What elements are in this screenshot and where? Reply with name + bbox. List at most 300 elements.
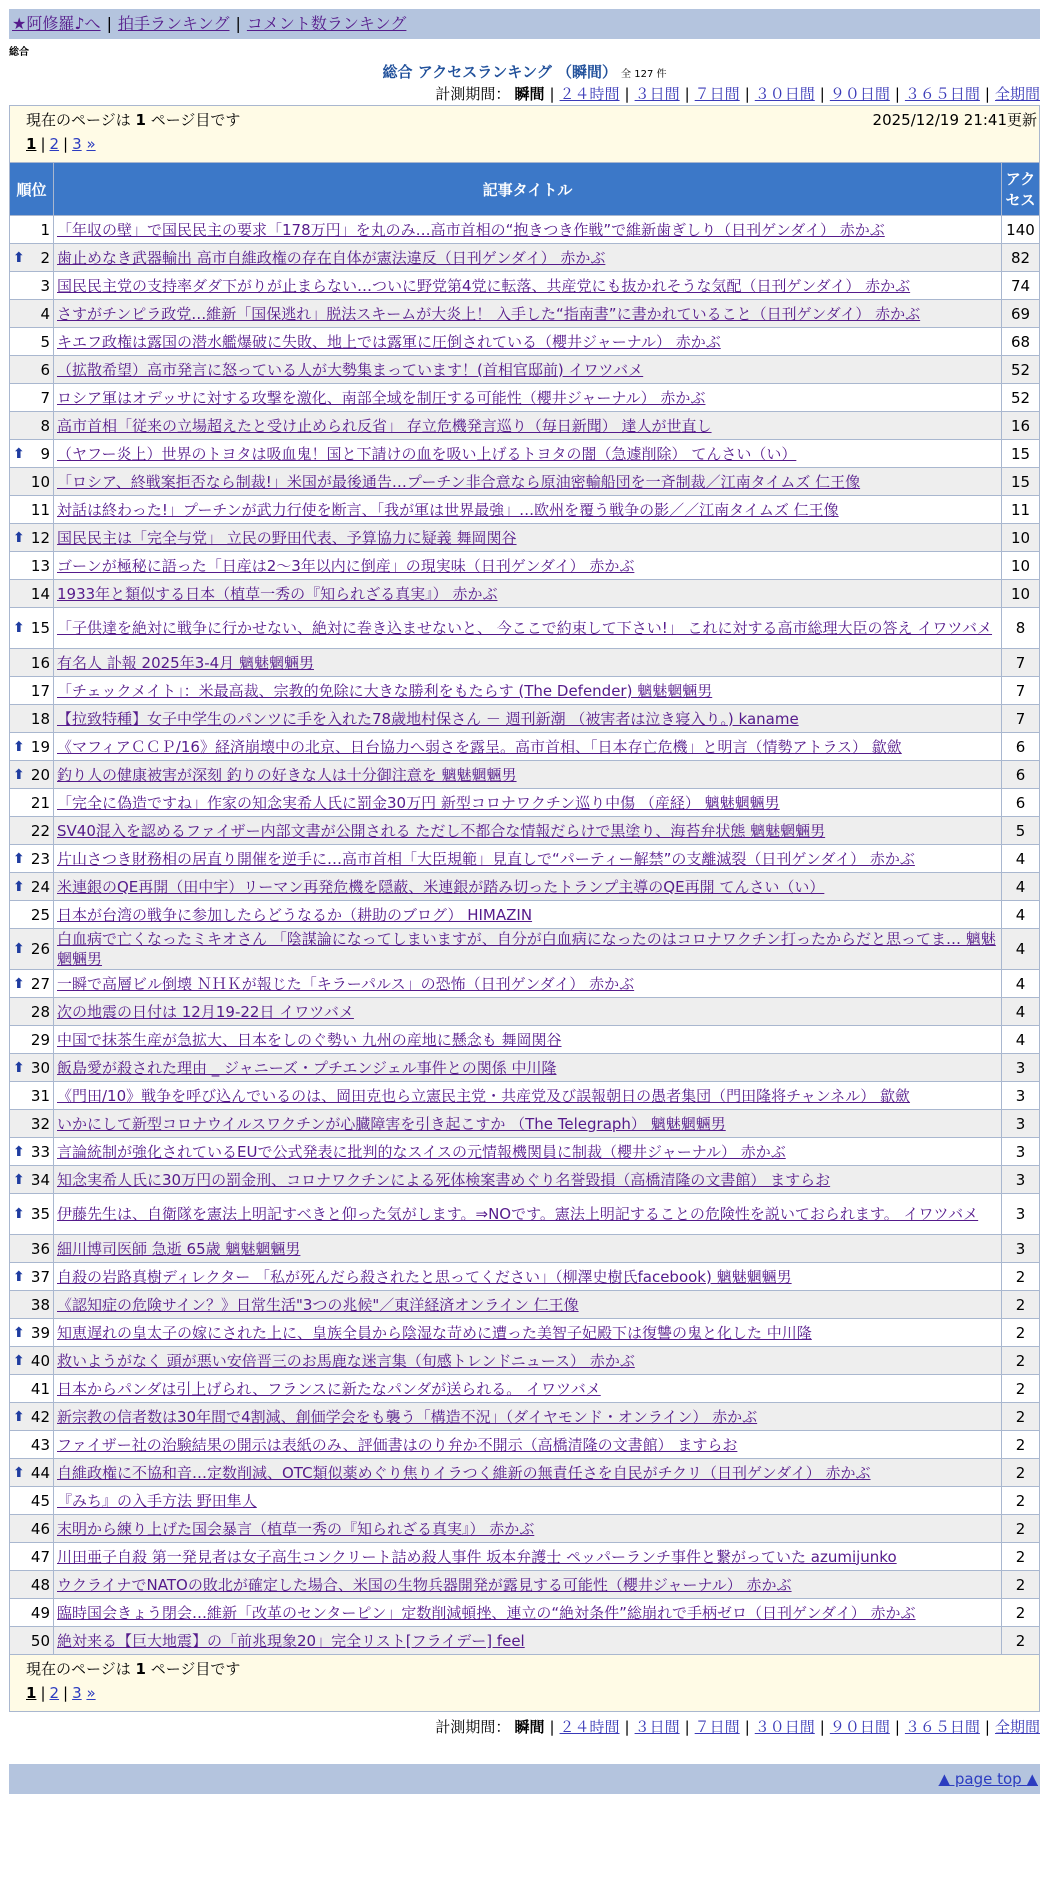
title-cell (54, 1082, 1002, 1110)
table-row (10, 440, 1040, 468)
title-cell (54, 705, 1002, 733)
table-row (10, 649, 1040, 677)
table-row (10, 300, 1040, 328)
period-separator: | (744, 85, 750, 103)
access-cell: 4 (1002, 901, 1040, 929)
article-link[interactable]: 1933年と類似する日本（植草一秀の『知られざる真実』） 赤かぶ (57, 584, 498, 603)
rank-cell (10, 817, 54, 845)
rank-cell (10, 1263, 54, 1291)
article-link[interactable]: 釣り人の健康被害が深刻 釣りの好きな人は十分御注意を 魑魅魍魎男 (57, 765, 517, 784)
access-cell: 5 (1002, 817, 1040, 845)
access-cell: 6 (1002, 761, 1040, 789)
rank-number: 26 (30, 940, 50, 958)
rank-number: 28 (30, 1002, 50, 1021)
next-page-link[interactable]: » (86, 135, 96, 153)
period-link-3[interactable]: ３０日間 (754, 1718, 815, 1736)
title-cell (54, 468, 1002, 496)
period-current: 瞬間 (514, 1718, 545, 1736)
table-row (10, 1138, 1040, 1166)
rank-cell (10, 845, 54, 873)
access-cell: 2 (1002, 1571, 1040, 1599)
period-separator: | (684, 85, 690, 103)
rank-cell (10, 733, 54, 761)
article-link[interactable]: 川田亜子自殺 第一発見者は女子高生コンクリート詰め殺人事件 坂本弁護士 ペッパーランチ事件と繋がっていた azumijunko (57, 1547, 897, 1566)
rank-number: 14 (30, 584, 50, 603)
page-separator: | (63, 1684, 69, 1702)
page-link-3[interactable]: 3 (72, 1684, 82, 1702)
access-cell: 2 (1002, 1459, 1040, 1487)
title-cell (54, 1194, 1002, 1235)
article-link[interactable]: キエフ政権は露国の潜水艦爆破に失敗、地上では露軍に圧倒されている（櫻井ジャーナル） 赤かぶ (57, 332, 721, 351)
pagination-bottom (26, 1681, 1033, 1705)
table-row (10, 1110, 1040, 1138)
article-link[interactable]: 言論統制が強化されているEUで公式発表に批判的なスイスの元情報機関員に制裁（櫻井ジャーナル） 赤かぶ (57, 1142, 786, 1161)
access-cell: 2 (1002, 1291, 1040, 1319)
period-link-1[interactable]: ３日間 (634, 1718, 680, 1736)
article-link[interactable]: ファイザー社の治験結果の開示は表紙のみ、評価書はのり弁か不開示（高橋清隆の文書館） ますらお (57, 1435, 738, 1454)
up-arrow-icon: ⬆ (13, 850, 25, 867)
period-link-4[interactable]: ９０日間 (829, 85, 890, 103)
title-cell (54, 1235, 1002, 1263)
rank-number: 8 (40, 416, 50, 435)
access-cell: 2 (1002, 1263, 1040, 1291)
title-cell (54, 970, 1002, 998)
period-separator: | (549, 85, 555, 103)
title-cell (54, 873, 1002, 901)
access-cell: 2 (1002, 1515, 1040, 1543)
rank-number: 23 (30, 849, 50, 868)
top-nav (9, 9, 1040, 39)
up-arrow-icon: ⬆ (13, 1059, 25, 1076)
title-cell (54, 789, 1002, 817)
rank-number: 41 (30, 1379, 50, 1398)
up-arrow-icon: ⬆ (13, 878, 25, 895)
table-row (10, 1082, 1040, 1110)
page-link-3[interactable]: 3 (72, 135, 82, 153)
page-link-1[interactable]: 1 (26, 135, 37, 153)
rank-number: 2 (40, 248, 50, 267)
rank-cell (10, 649, 54, 677)
up-arrow-icon: ⬆ (13, 1324, 25, 1341)
rank-cell (10, 1054, 54, 1082)
access-cell: 15 (1002, 468, 1040, 496)
period-separator: | (684, 1718, 690, 1736)
period-separator: | (984, 1718, 990, 1736)
up-arrow-icon: ⬆ (13, 1171, 25, 1188)
rank-number: 42 (30, 1407, 50, 1426)
rank-cell (10, 496, 54, 524)
title-cell (54, 1291, 1002, 1319)
article-link[interactable]: 対話は終わった!」プーチンが武力行使を断言、「我が軍は世界最強」…欧州を覆う戦争の影／／江南タイムズ 仁王像 (57, 500, 839, 519)
rank-cell (10, 1459, 54, 1487)
title-cell (54, 845, 1002, 873)
rank-number: 13 (30, 556, 50, 575)
table-row (10, 412, 1040, 440)
article-link[interactable]: 知念実希人氏に30万円の罰金刑、コロナワクチンによる死体検案書めぐり名誉毀損（高橋清隆の文書館） ますらお (57, 1170, 831, 1189)
access-cell: 10 (1002, 524, 1040, 552)
period-current: 瞬間 (514, 85, 545, 103)
access-cell: 3 (1002, 1166, 1040, 1194)
title-cell (54, 1599, 1002, 1627)
access-cell: 2 (1002, 1543, 1040, 1571)
rank-number: 22 (30, 821, 50, 840)
table-row (10, 970, 1040, 998)
access-cell: 11 (1002, 496, 1040, 524)
up-arrow-icon: ⬆ (13, 1464, 25, 1481)
rank-cell (10, 1403, 54, 1431)
article-link[interactable]: 有名人 訃報 2025年3-4月 魑魅魍魎男 (57, 653, 314, 672)
table-row (10, 1543, 1040, 1571)
period-selector-top (9, 83, 1040, 105)
access-cell: 52 (1002, 356, 1040, 384)
article-link[interactable]: 飯島愛が殺された理由 _ ジャニーズ・プチエンジェル事件との関係 中川隆 (57, 1058, 557, 1077)
page (9, 9, 1040, 1794)
period-link-2[interactable]: ７日間 (694, 85, 740, 103)
access-cell: 4 (1002, 998, 1040, 1026)
access-cell: 3 (1002, 1110, 1040, 1138)
header-rank: 順位 (10, 163, 54, 216)
table-row (10, 1375, 1040, 1403)
table-row (10, 929, 1040, 970)
title-cell (54, 817, 1002, 845)
access-cell: 82 (1002, 244, 1040, 272)
rank-number: 11 (30, 500, 50, 519)
article-link[interactable]: 自殺の岩路真樹ディレクター 「私が死んだら殺されたと思ってください」（柳澤史樹氏facebook) 魑魅魍魎男 (57, 1267, 792, 1286)
article-link[interactable]: ウクライナでNATOの敗北が確定した場合、米国の生物兵器開発が露見する可能性（櫻井ジャーナル） 赤かぶ (57, 1575, 792, 1594)
rank-cell (10, 677, 54, 705)
current-page-suffix: ページ目です (145, 1660, 241, 1678)
rank-number: 3 (40, 276, 50, 295)
article-link[interactable]: ロシア軍はオデッサに対する攻撃を激化、南部全域を制圧する可能性（櫻井ジャーナル） 赤かぶ (57, 388, 706, 407)
article-link[interactable]: 「年収の壁」で国民民主の要求「178万円」を丸のみ…高市首相の“抱きつき作戦”で維新歯ぎしり（日刊ゲンダイ） 赤かぶ (57, 220, 885, 239)
title-cell (54, 1263, 1002, 1291)
article-link[interactable]: 絶対来る【巨大地震】の「前兆現象20」完全リスト[フライデー] feel (57, 1631, 525, 1650)
title-cell (54, 1026, 1002, 1054)
rank-cell (10, 789, 54, 817)
rank-number: 40 (30, 1351, 50, 1370)
table-row (10, 356, 1040, 384)
rank-number: 25 (30, 905, 50, 924)
table-row (10, 496, 1040, 524)
article-link[interactable]: （ヤフー炎上）世界のトヨタは吸血鬼！国と下請けの血を吸い上げるトヨタの闇（急遽削除） てんさい（い） (57, 444, 797, 463)
rank-cell (10, 761, 54, 789)
access-cell: 4 (1002, 1026, 1040, 1054)
up-arrow-icon: ⬆ (13, 1352, 25, 1369)
article-link[interactable]: 知恵遅れの皇太子の嫁にされた上に、皇族全員から陰湿な苛めに遭った美智子妃殿下は復讐の鬼と化した 中川隆 (57, 1323, 812, 1342)
title-cell (54, 1138, 1002, 1166)
rank-number: 49 (30, 1603, 50, 1622)
rank-cell (10, 1026, 54, 1054)
comment-ranking-link[interactable]: コメント数ランキング (246, 14, 407, 33)
current-page-suffix: ページ目です (145, 111, 241, 129)
rank-number: 17 (30, 681, 50, 700)
access-cell: 7 (1002, 705, 1040, 733)
rank-number: 35 (30, 1205, 50, 1223)
title-cell (54, 300, 1002, 328)
article-link[interactable]: 日本が台湾の戦争に参加したらどうなるか（耕助のブログ） HIMAZIN (57, 905, 533, 924)
clap-ranking-link[interactable]: 拍手ランキング (117, 14, 230, 33)
rank-number: 15 (30, 619, 50, 637)
article-link[interactable]: 「子供達を絶対に戦争に行かせない、絶対に巻き込ませないと、 今ここで約束して下さい!」 これに対する高市総理大臣の答え イワツバメ (57, 619, 993, 637)
rank-number: 32 (30, 1114, 50, 1133)
access-cell: 6 (1002, 733, 1040, 761)
article-link[interactable]: 救いようがなく 頭が悪い安倍晋三のお馬鹿な迷言集（旬感トレンドニュース） 赤かぶ (57, 1351, 635, 1370)
rank-number: 46 (30, 1519, 50, 1538)
table-row (10, 216, 1040, 244)
rank-cell (10, 1194, 54, 1235)
page-top-link[interactable]: ▲ page top ▲ (938, 1770, 1038, 1788)
access-cell: 2 (1002, 1431, 1040, 1459)
title-cell (54, 384, 1002, 412)
access-cell: 2 (1002, 1319, 1040, 1347)
up-arrow-icon: ⬆ (13, 975, 25, 992)
access-cell: 16 (1002, 412, 1040, 440)
table-row (10, 1403, 1040, 1431)
period-link-2[interactable]: ７日間 (694, 1718, 740, 1736)
access-cell: 2 (1002, 1599, 1040, 1627)
article-link[interactable]: 臨時国会きょう閉会…維新「改革のセンターピン」定数削減頓挫、連立の“絶対条件”総崩れで手柄ゼロ（日刊ゲンダイ） 赤かぶ (57, 1603, 916, 1622)
rank-cell (10, 244, 54, 272)
access-cell: 2 (1002, 1375, 1040, 1403)
rank-cell (10, 873, 54, 901)
article-link[interactable]: 米連銀のQE再開（田中宇）リーマン再発危機を隠蔽、米連銀が踏み切ったトランプ主導のQE再開 てんさい（い） (57, 877, 825, 896)
table-row (10, 1431, 1040, 1459)
rank-number: 29 (30, 1030, 50, 1049)
article-link[interactable]: 末明から練り上げた国会暴言（植草一秀の『知られざる真実』） 赤かぶ (57, 1519, 535, 1538)
rank-number: 45 (30, 1491, 50, 1510)
rank-cell (10, 1110, 54, 1138)
current-page-prefix: 現在のページは (26, 1660, 136, 1678)
rank-number: 30 (30, 1058, 50, 1077)
total-count: 全 127 件 (621, 69, 667, 80)
access-cell: 74 (1002, 272, 1040, 300)
access-cell: 10 (1002, 580, 1040, 608)
rank-cell (10, 1082, 54, 1110)
table-row (10, 1291, 1040, 1319)
up-arrow-icon: ⬆ (13, 1143, 25, 1160)
access-cell: 2 (1002, 1487, 1040, 1515)
article-link[interactable]: 中国で抹茶生産が急拡大、日本をしのぐ勢い 九州の産地に懸念も 舞岡関谷 (57, 1030, 562, 1049)
page-link-2[interactable]: 2 (49, 1684, 60, 1702)
rank-cell (10, 1319, 54, 1347)
article-link[interactable]: 《門田/10》戦争を呼び込んでいるのは、岡田克也ら立憲民主党・共産党及び誤報朝日の愚者集団（門田隆将チャンネル） 歙歛 (57, 1086, 911, 1105)
access-cell: 140 (1002, 216, 1040, 244)
title-line (9, 61, 1040, 83)
table-row (10, 1235, 1040, 1263)
period-separator: | (624, 85, 630, 103)
access-cell: 69 (1002, 300, 1040, 328)
access-cell: 4 (1002, 873, 1040, 901)
title-cell (54, 1166, 1002, 1194)
access-cell: 7 (1002, 649, 1040, 677)
rank-cell (10, 412, 54, 440)
rank-number: 37 (30, 1267, 50, 1286)
title-cell (54, 244, 1002, 272)
article-link[interactable]: さすがチンピラ政党…維新「国保逃れ」脱法スキームが大炎上！ 入手した“指南書”に書かれていること（日刊ゲンダイ） 赤かぶ (57, 304, 921, 323)
rank-number: 1 (40, 220, 50, 239)
current-page-number: 1 (135, 1660, 146, 1678)
period-separator: | (984, 85, 990, 103)
period-separator: | (894, 85, 900, 103)
table-row (10, 1054, 1040, 1082)
article-link[interactable]: 細川博司医師 急逝 65歳 魑魅魍魎男 (57, 1239, 301, 1258)
access-cell: 3 (1002, 1138, 1040, 1166)
rank-cell (10, 328, 54, 356)
rank-cell (10, 300, 54, 328)
period-link-4[interactable]: ９０日間 (829, 1718, 890, 1736)
title-cell (54, 1459, 1002, 1487)
access-cell: 6 (1002, 789, 1040, 817)
article-link[interactable]: 【拉致特種】女子中学生のパンツに手を入れた78歳地村保さん － 週刊新潮 （被害者は泣き寝入り。) kaname (57, 709, 799, 728)
access-cell: 4 (1002, 929, 1040, 970)
article-link[interactable]: 新宗教の信者数は30年間で4割減、創価学会をも襲う「構造不況」（ダイヤモンド・オンライン） 赤かぶ (57, 1407, 758, 1426)
up-arrow-icon: ⬆ (13, 1268, 25, 1285)
page-separator: | (40, 135, 46, 153)
rank-number: 9 (40, 444, 50, 463)
title-cell (54, 524, 1002, 552)
article-link[interactable]: 国民民主は「完全与党」 立民の野田代表、予算協力に疑義 舞岡関谷 (57, 528, 517, 547)
article-link[interactable]: 国民民主党の支持率ダダ下がりが止まらない…ついに野党第4党に転落、共産党にも抜かれそうな気配（日刊ゲンダイ） 赤かぶ (57, 276, 911, 295)
up-arrow-icon: ⬆ (13, 941, 25, 957)
period-label: 計測期間： (435, 1718, 511, 1736)
access-cell: 2 (1002, 1403, 1040, 1431)
table-row (10, 1627, 1040, 1655)
table-row (10, 1515, 1040, 1543)
rank-cell (10, 1515, 54, 1543)
table-row (10, 705, 1040, 733)
page-link-2[interactable]: 2 (49, 135, 60, 153)
rank-cell (10, 552, 54, 580)
period-link-3[interactable]: ３０日間 (754, 85, 815, 103)
title-cell (54, 440, 1002, 468)
page-link-1[interactable]: 1 (26, 1684, 37, 1702)
article-link[interactable]: 「完全に偽造ですね」作家の知念実希人氏に罰金30万円 新型コロナワクチン巡り中傷 （産経） 魑魅魍魎男 (57, 793, 780, 812)
article-link[interactable]: 『みち』の入手方法 野田隼人 (57, 1491, 257, 1510)
table-row (10, 677, 1040, 705)
table-row (10, 1319, 1040, 1347)
rank-cell (10, 1431, 54, 1459)
title-cell (54, 356, 1002, 384)
article-link[interactable]: 「チェックメイト」：米最高裁、宗教的免除に大きな勝利をもたらす (The Defender) 魑魅魍魎男 (57, 681, 713, 700)
title-cell (54, 929, 1002, 970)
title-cell (54, 608, 1002, 649)
period-separator: | (819, 85, 825, 103)
table-row (10, 524, 1040, 552)
rank-number: 24 (30, 877, 50, 896)
rank-cell (10, 440, 54, 468)
rank-cell (10, 356, 54, 384)
article-link[interactable]: 白血病で亡くなったミキオさん 「陰謀論になってしまいますが、自分が白血病になったのはコロナワクチン打ったからだと思ってま… 魑魅魍魎男 (57, 930, 996, 968)
access-cell: 4 (1002, 970, 1040, 998)
rank-cell (10, 1166, 54, 1194)
header-title: 記事タイトル (54, 163, 1002, 216)
article-link[interactable]: 伊藤先生は、自衛隊を憲法上明記すべきと仰った気がします。⇒NOです。憲法上明記することの危険性を説いておられます。 イワツバメ (57, 1205, 979, 1223)
article-link[interactable]: 自維政権に不協和音…定数削減、OTC類似薬めぐり焦りイラつく維新の無責任さを自民がチクリ（日刊ゲンダイ） 赤かぶ (57, 1463, 871, 1482)
article-link[interactable]: 《マフィアＣＣＰ/16》経済崩壊中の北京、日台協力へ弱さを露呈。高市首相、「日本存亡危機」と明言（情勢アトラス） 歙歛 (57, 737, 902, 756)
article-link[interactable]: SV40混入を認めるファイザー内部文書が公開される ただし不都合な情報だらけで黒塗り、海苔弁状態 魑魅魍魎男 (57, 821, 826, 840)
period-link-1[interactable]: ３日間 (634, 85, 680, 103)
up-arrow-icon: ⬆ (13, 738, 25, 755)
article-link[interactable]: ゴーンが極秘に語った「日産は2～3年以内に倒産」の現実味（日刊ゲンダイ） 赤かぶ (57, 556, 635, 575)
table-row (10, 244, 1040, 272)
access-cell: 3 (1002, 1082, 1040, 1110)
table-header-row (10, 163, 1040, 216)
title-cell (54, 496, 1002, 524)
table-row (10, 901, 1040, 929)
period-link-5[interactable]: ３６５日間 (904, 85, 980, 103)
rank-number: 18 (30, 709, 50, 728)
period-separator: | (894, 1718, 900, 1736)
rank-number: 39 (30, 1323, 50, 1342)
title-cell (54, 580, 1002, 608)
title-cell (54, 328, 1002, 356)
title-cell (54, 761, 1002, 789)
period-separator: | (624, 1718, 630, 1736)
article-link[interactable]: いかにして新型コロナウイルスワクチンが心臓障害を引き起こすか （The Telegraph） 魑魅魍魎男 (57, 1114, 726, 1133)
table-row (10, 873, 1040, 901)
period-link-5[interactable]: ３６５日間 (904, 1718, 980, 1736)
table-row (10, 1347, 1040, 1375)
article-link[interactable]: 高市首相「従来の立場超えたと受け止められ反省」 存立危機発言巡り（毎日新聞） 達人が世直し (57, 416, 712, 435)
title-cell (54, 1319, 1002, 1347)
rank-cell (10, 929, 54, 970)
article-link[interactable]: 「ロシア、終戦案拒否なら制裁!」米国が最後通告…プーチン非合意なら原油密輸船団を一斉制裁／江南タイムズ 仁王像 (57, 472, 861, 491)
access-cell: 15 (1002, 440, 1040, 468)
table-row (10, 1194, 1040, 1235)
header-access: アクセス (1002, 163, 1040, 216)
title-cell (54, 1375, 1002, 1403)
rank-cell (10, 524, 54, 552)
table-row (10, 817, 1040, 845)
period-selector-bottom (9, 1716, 1040, 1738)
title-cell (54, 216, 1002, 244)
rank-cell (10, 998, 54, 1026)
article-link[interactable]: 歯止めなき武器輸出 高市自維政権の存在自体が憲法違反（日刊ゲンダイ） 赤かぶ (57, 248, 606, 267)
rank-number: 33 (30, 1142, 50, 1161)
table-row (10, 1487, 1040, 1515)
article-link[interactable]: 《認知症の危険サイン？》日常生活"3つの兆候"／東洋経済オンライン 仁王像 (57, 1295, 579, 1314)
table-row (10, 1026, 1040, 1054)
article-link[interactable]: （拡散希望）高市発言に怒っている人が大勢集まっています！(首相官邸前) イワツバメ (57, 360, 644, 379)
rank-number: 5 (40, 332, 50, 351)
page-title: 総合 アクセスランキング （瞬間） (382, 63, 618, 81)
current-page-text (26, 1657, 1033, 1681)
title-cell (54, 1515, 1002, 1543)
period-separator: | (549, 1718, 555, 1736)
table-row (10, 998, 1040, 1026)
rank-cell (10, 468, 54, 496)
footer-bar (9, 1764, 1040, 1794)
title-cell (54, 1347, 1002, 1375)
next-page-link[interactable]: » (86, 1684, 96, 1702)
title-cell (54, 1571, 1002, 1599)
article-link[interactable]: 一瞬で高層ビル倒壊 ＮＨＫが報じた「キラーパルス」の恐怖（日刊ゲンダイ） 赤かぶ (57, 974, 635, 993)
rank-cell (10, 1487, 54, 1515)
period-link-0[interactable]: ２４時間 (559, 85, 620, 103)
up-arrow-icon: ⬆ (13, 1206, 25, 1222)
period-link-6[interactable]: 全期間 (994, 1718, 1040, 1736)
period-link-0[interactable]: ２４時間 (559, 1718, 620, 1736)
article-link[interactable]: 片山さつき財務相の居直り開催を逆手に…高市首相「大臣規範」見直しで“パーティー解禁”の支離滅裂（日刊ゲンダイ） 赤かぶ (57, 849, 915, 868)
table-row (10, 1599, 1040, 1627)
rank-number: 10 (30, 472, 50, 491)
page-separator: | (40, 1684, 46, 1702)
period-link-6[interactable]: 全期間 (994, 85, 1040, 103)
article-link[interactable]: 次の地震の日付は 12月19-22日 イワツバメ (57, 1002, 354, 1021)
article-link[interactable]: 日本からパンダは引上げられ、フランスに新たなパンダが送られる。 イワツバメ (57, 1379, 601, 1398)
home-link[interactable]: ★阿修羅♪へ (12, 14, 101, 33)
title-cell (54, 1487, 1002, 1515)
